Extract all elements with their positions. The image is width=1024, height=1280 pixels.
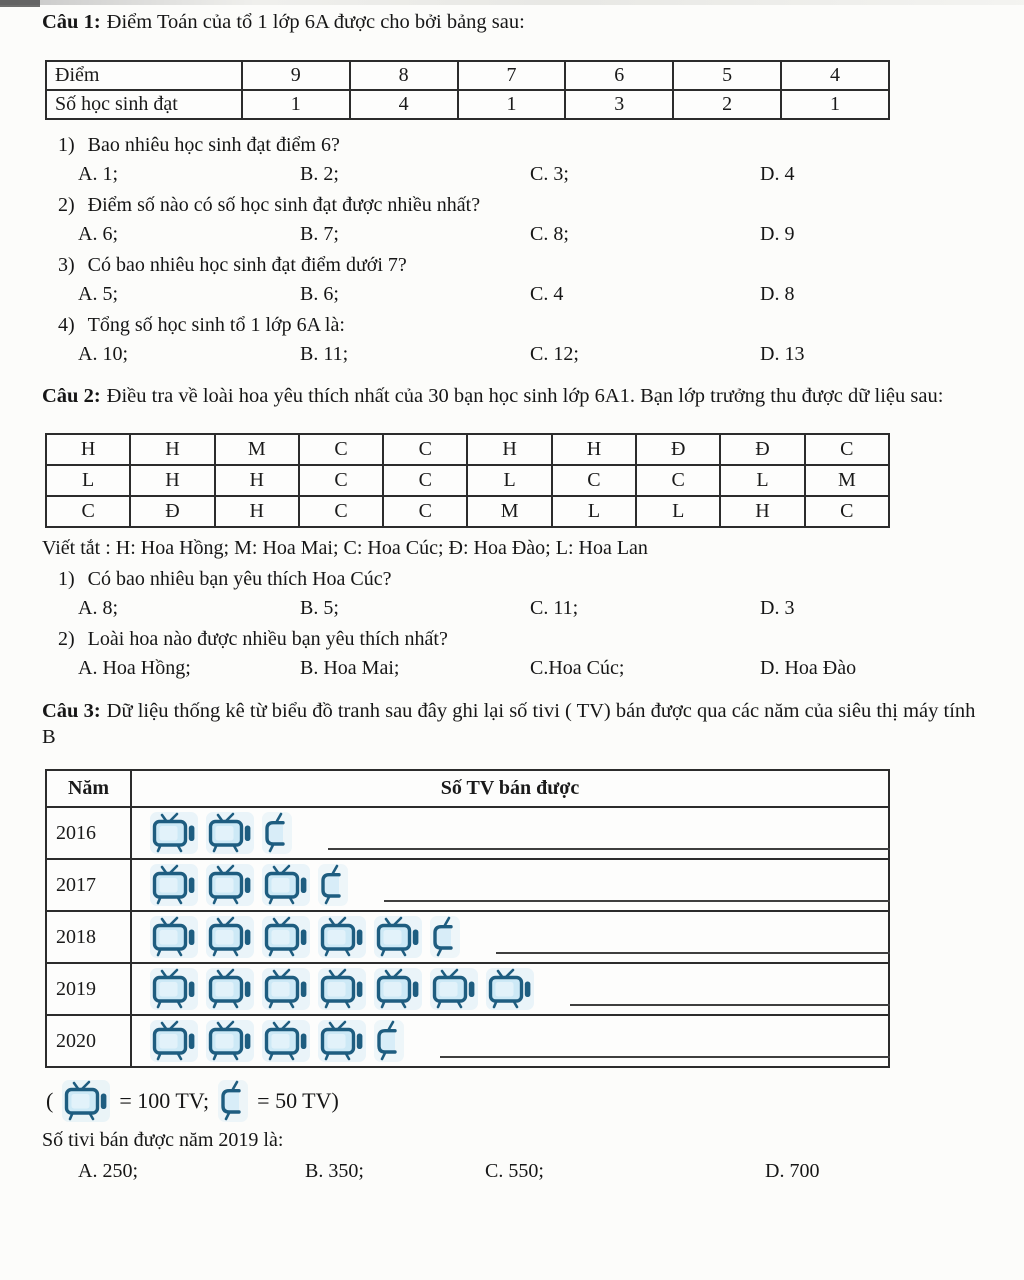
answer-option-b: B. 7; [300, 223, 339, 245]
sub-question [42, 191, 994, 249]
answer-option-d: D. 700 [765, 1160, 820, 1182]
legend-open-paren: ( [46, 1088, 54, 1113]
pictogram-row [46, 911, 889, 963]
sub-question-number: 3) [58, 254, 75, 276]
answer-options [78, 280, 994, 309]
sub-question-text: Tổng số học sinh tổ 1 lớp 6A là: [87, 314, 345, 336]
sub-question [42, 311, 994, 369]
legend-half-value: = 50 TV) [257, 1088, 339, 1113]
half-tv-icon [374, 1020, 404, 1062]
pictogram-header-row [46, 770, 889, 807]
flower-cell: C [46, 496, 130, 527]
sub-question-number: 1) [58, 568, 75, 590]
flower-cell: C [805, 434, 889, 465]
tv-icon-graphic [150, 812, 198, 854]
question-3-title [42, 698, 994, 750]
answer-option-a: A. 8; [78, 597, 118, 619]
flower-cell: C [383, 496, 467, 527]
score-table-row [46, 61, 889, 90]
tv-icon-graphic [150, 864, 198, 906]
answer-option-d: D. 4 [760, 163, 795, 185]
answer-options [78, 594, 994, 623]
tv-icon [430, 968, 478, 1010]
tv-icons-cell [131, 1015, 889, 1067]
answer-option-b: B. 5; [300, 597, 339, 619]
half-tv-icon [218, 1080, 248, 1122]
half-tv-icon-graphic [318, 864, 348, 906]
question-2-subquestions [42, 565, 994, 683]
tv-icon-graphic [62, 1080, 110, 1122]
score-value-cell: 1 [458, 90, 566, 119]
question-3-options [78, 1157, 994, 1186]
sub-question [42, 565, 994, 623]
tv-icon [150, 916, 198, 958]
question-3-text: Dữ liệu thống kê từ biểu đồ tranh sau đây ghi lại số tivi ( TV) bán được qua các năm của siêu thị máy tính B [42, 700, 976, 748]
tv-icons-cell [131, 807, 889, 859]
tv-icon-graphic [318, 968, 366, 1010]
tv-icon-graphic [262, 968, 310, 1010]
tv-icon [150, 864, 198, 906]
row-header-cell: Điểm [46, 61, 242, 90]
tv-icon [62, 1080, 110, 1122]
flower-cell: C [383, 465, 467, 496]
tv-icon-graphic [374, 968, 422, 1010]
answer-option-c: C. 12; [530, 343, 579, 365]
answer-option-d: D. Hoa Đào [760, 657, 857, 679]
sub-question-line [58, 625, 994, 654]
tv-icons-cell [131, 963, 889, 1015]
scan-artifact-line [384, 900, 890, 902]
tv-icon-graphic [318, 1020, 366, 1062]
question-2-section [42, 383, 994, 683]
flower-cell: L [467, 465, 551, 496]
flower-cell: L [46, 465, 130, 496]
flower-cell: H [552, 434, 636, 465]
scan-artifact-line [328, 848, 890, 850]
scan-artifact-line [440, 1056, 890, 1058]
answer-option-c: C. 8; [530, 223, 569, 245]
tv-icon [318, 968, 366, 1010]
flower-cell: L [636, 496, 720, 527]
answer-option-c: C. 4 [530, 283, 564, 305]
tv-icon-graphic [262, 864, 310, 906]
flower-cell: C [383, 434, 467, 465]
tv-icon-graphic [206, 1020, 254, 1062]
half-tv-icon-graphic [374, 1020, 404, 1062]
year-column-header: Năm [46, 770, 131, 807]
flower-cell: H [467, 434, 551, 465]
question-3-ask: Số tivi bán được năm 2019 là: [42, 1129, 284, 1151]
flower-table [45, 433, 890, 528]
tv-icon [262, 968, 310, 1010]
tv-icon-graphic [486, 968, 534, 1010]
sub-question-line [58, 565, 994, 594]
question-1-subquestions [42, 131, 994, 369]
answer-options [78, 654, 994, 683]
tv-icon-graphic [262, 916, 310, 958]
flower-cell: H [215, 496, 299, 527]
sub-question-number: 4) [58, 314, 75, 336]
flower-table-row [46, 496, 889, 527]
tv-icon-graphic [150, 916, 198, 958]
tv-icon-graphic [150, 1020, 198, 1062]
tv-icon-graphic [430, 968, 478, 1010]
sub-question-line [58, 251, 994, 280]
half-tv-icon [262, 812, 292, 854]
tv-icon [262, 1020, 310, 1062]
flower-cell: L [552, 496, 636, 527]
score-value-cell: 5 [673, 61, 781, 90]
score-value-cell: 2 [673, 90, 781, 119]
score-table [45, 60, 890, 120]
question-1-label: Câu 1: [42, 11, 101, 33]
score-value-cell: 7 [458, 61, 566, 90]
flower-cell: C [805, 496, 889, 527]
tv-icon-graphic [318, 916, 366, 958]
answer-option-a: A. 5; [78, 283, 118, 305]
pictogram-row [46, 963, 889, 1015]
tv-icon [374, 916, 422, 958]
sub-question [42, 251, 994, 309]
tv-icon [318, 1020, 366, 1062]
flower-cell: H [130, 465, 214, 496]
answer-option-b: B. Hoa Mai; [300, 657, 400, 679]
scan-artifact-line [496, 952, 890, 954]
score-table-row [46, 90, 889, 119]
answer-option-a: A. 6; [78, 223, 118, 245]
pictogram-row [46, 859, 889, 911]
sub-question-text: Điểm số nào có số học sinh đạt được nhiều nhất? [87, 194, 481, 216]
flower-cell: M [805, 465, 889, 496]
answer-option-c: C. 550; [485, 1160, 544, 1182]
row-header-cell: Số học sinh đạt [46, 90, 242, 119]
answer-option-b: B. 11; [300, 343, 349, 365]
question-3-label: Câu 3: [42, 700, 101, 722]
answer-option-d: D. 9 [760, 223, 795, 245]
answer-option-b: B. 6; [300, 283, 339, 305]
half-tv-icon-graphic [262, 812, 292, 854]
tv-icon [150, 812, 198, 854]
sub-question-text: Có bao nhiêu học sinh đạt điểm dưới 7? [87, 254, 407, 276]
question-2-text: Điều tra về loài hoa yêu thích nhất của 30 bạn học sinh lớp 6A1. Bạn lớp trưởng thu được dữ liệu sau: [106, 385, 944, 407]
answer-options [78, 220, 994, 249]
answer-option-a: A. 1; [78, 163, 118, 185]
flower-cell: M [467, 496, 551, 527]
question-3-section [42, 698, 994, 1186]
tv-icon-graphic [262, 1020, 310, 1062]
tv-icon [318, 916, 366, 958]
flower-cell: C [552, 465, 636, 496]
half-tv-icon [430, 916, 460, 958]
half-tv-icon-graphic [430, 916, 460, 958]
tv-icon-graphic [206, 812, 254, 854]
sub-question-number: 1) [58, 134, 75, 156]
tv-icon [150, 1020, 198, 1062]
sub-question-line [58, 131, 994, 160]
answer-option-c: C. 11; [530, 597, 579, 619]
flower-cell: C [299, 496, 383, 527]
flower-cell: Đ [636, 434, 720, 465]
half-tv-icon-graphic [218, 1080, 248, 1122]
legend-full-value: = 100 TV; [119, 1088, 210, 1113]
tv-icon [262, 916, 310, 958]
tv-icon-graphic [206, 864, 254, 906]
flower-cell: H [130, 434, 214, 465]
question-1-section [42, 9, 994, 369]
score-value-cell: 1 [242, 90, 350, 119]
answer-option-b: B. 350; [305, 1160, 364, 1182]
answer-option-a: A. 10; [78, 343, 128, 365]
tv-icon [150, 968, 198, 1010]
sub-question-text: Có bao nhiêu bạn yêu thích Hoa Cúc? [87, 568, 392, 590]
flower-abbreviation-legend: Viết tắt : H: Hoa Hồng; M: Hoa Mai; C: Hoa Cúc; Đ: Hoa Đào; L: Hoa Lan [42, 537, 648, 559]
flower-table-row [46, 434, 889, 465]
score-value-cell: 6 [565, 61, 673, 90]
scan-artifact-line [570, 1004, 890, 1006]
pictogram-row [46, 807, 889, 859]
question-2-label: Câu 2: [42, 385, 101, 407]
tv-icon [262, 864, 310, 906]
tv-pictogram-table [45, 769, 890, 1068]
answer-options [78, 160, 994, 189]
pictogram-legend [46, 1079, 994, 1123]
sub-question-number: 2) [58, 628, 75, 650]
sub-question [42, 625, 994, 683]
half-tv-icon [318, 864, 348, 906]
year-cell: 2018 [46, 911, 131, 963]
value-column-header: Số TV bán được [131, 770, 889, 807]
flower-cell: Đ [720, 434, 804, 465]
score-value-cell: 9 [242, 61, 350, 90]
tv-icon [206, 812, 254, 854]
flower-cell: C [636, 465, 720, 496]
score-value-cell: 1 [781, 90, 889, 119]
tv-icon [206, 864, 254, 906]
tv-icon [206, 968, 254, 1010]
pictogram-row [46, 1015, 889, 1067]
year-cell: 2019 [46, 963, 131, 1015]
question-1-title [42, 9, 994, 35]
flower-cell: H [46, 434, 130, 465]
sub-question-number: 2) [58, 194, 75, 216]
tv-icon-graphic [374, 916, 422, 958]
answer-option-c: C.Hoa Cúc; [530, 657, 625, 679]
year-cell: 2016 [46, 807, 131, 859]
tv-icon-graphic [206, 916, 254, 958]
flower-cell: L [720, 465, 804, 496]
answer-options [78, 340, 994, 369]
answer-option-c: C. 3; [530, 163, 569, 185]
flower-cell: H [215, 465, 299, 496]
score-value-cell: 4 [350, 90, 458, 119]
tv-icon [206, 916, 254, 958]
answer-option-a: A. 250; [78, 1160, 138, 1182]
question-2-title [42, 383, 994, 409]
tv-icon [486, 968, 534, 1010]
score-value-cell: 8 [350, 61, 458, 90]
sub-question-text: Bao nhiêu học sinh đạt điểm 6? [87, 134, 340, 156]
sub-question-text: Loài hoa nào được nhiều bạn yêu thích nhất? [87, 628, 448, 650]
score-value-cell: 4 [781, 61, 889, 90]
answer-option-d: D. 13 [760, 343, 805, 365]
tv-icons-cell [131, 859, 889, 911]
tv-icon-graphic [150, 968, 198, 1010]
sub-question-line [58, 191, 994, 220]
score-value-cell: 3 [565, 90, 673, 119]
flower-cell: C [299, 434, 383, 465]
question-1-text: Điểm Toán của tổ 1 lớp 6A được cho bởi bảng sau: [106, 11, 525, 33]
flower-cell: Đ [130, 496, 214, 527]
tv-icon [206, 1020, 254, 1062]
flower-cell: H [720, 496, 804, 527]
answer-option-d: D. 3 [760, 597, 795, 619]
sub-question [42, 131, 994, 189]
tv-icons-cell [131, 911, 889, 963]
flower-cell: C [299, 465, 383, 496]
answer-option-d: D. 8 [760, 283, 795, 305]
flower-cell: M [215, 434, 299, 465]
tv-icon [374, 968, 422, 1010]
tv-icon-graphic [206, 968, 254, 1010]
flower-table-row [46, 465, 889, 496]
answer-option-a: A. Hoa Hồng; [78, 657, 191, 679]
answer-option-b: B. 2; [300, 163, 339, 185]
sub-question-line [58, 311, 994, 340]
year-cell: 2017 [46, 859, 131, 911]
year-cell: 2020 [46, 1015, 131, 1067]
